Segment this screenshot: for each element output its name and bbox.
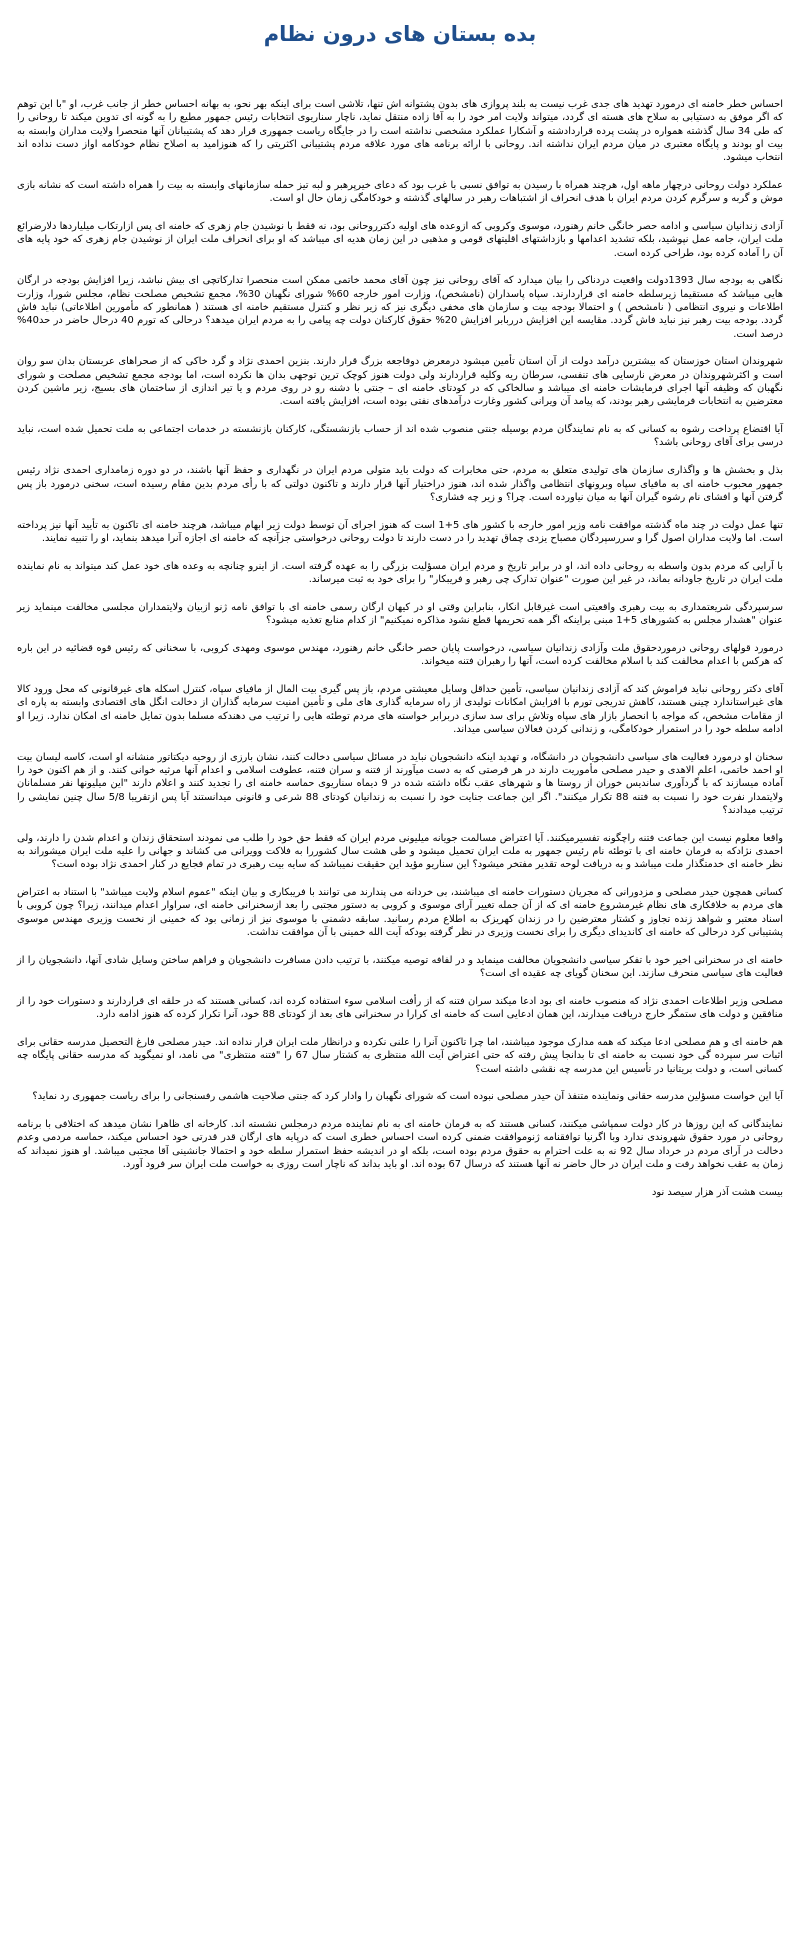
- paragraph: مصلحی وزیر اطلاعات احمدی نژاد که منصوب خامنه ای بود ادعا میکند سران فتنه که از رأفت اسلامی سوء استفاده کرده اند، کسانی هستند که در حلقه ای قراردارند و دستورات خود را از منافقین و دولت های ستمگر خارج دریافت میدارند، این همان ادعایی است که خامنه ای کرارا در سخنرانی های بعد از کودتای 88 خود، آنرا تکرار کرده که هنوز ادامه دارد.: [17, 995, 783, 1021]
- paragraph: عملکرد دولت روحانی درچهار ماهه اول، هرچند همراه با رسیدن به توافق نسبی با غرب بود که دعای خیرپرهبر و لبه تیز حمله سازمانهای وابسته به بیت را همراه داشته است که نشانه بازی موش و گربه و سرگرم کردن مردم ایران با هدف انحراف از اشتباهات رهبر در سالهای گذشته و خودکامگی زمان حال او است.: [17, 179, 783, 205]
- paragraph: بذل و بخشش ها و واگذاری سازمان های تولیدی متعلق به مردم، حتی مخابرات که دولت باید متولی مردم ایران در نگهداری و حفظ آنها باشند، در دو دوره زمامداری احمدی نژاد رئیس جمهور محبوب خامنه ای به مافیای سپاه وبرونهای انتظامی واگذار شده اند، هنوز دراختیار آنها قرار دارند و تاکنون دولتی که با رأی مردم بدین مقام رسیده است، سخنی درمورد باز پس گرفتن آنها و افشای نام رشوه گیران آنها به میان نیاورده است. چرا؟ و زیر چه فشاری؟: [17, 465, 783, 503]
- paragraph: آزادی زندانیان سیاسی و ادامه حصر خانگی خانم رهنورد، موسوی وکروبی که ازوعده های اولیه دکترروحانی بود، نه فقط با نوشیدن جام زهری که خامنه ای پس ازارتکاب میلیاردها دلارضرائع ملت ایران، جامه عمل نپوشید، بلکه تشدید اعدامها و بازداشتهای اقلیتهای قومی و مذهبی در این زمان هدیه ای میباشد که او برای انحراف ملت ایران از نوشیدن جام زهری که خود پایه های آن را آماده کرده بود، طراحی کرده است.: [17, 221, 783, 259]
- paragraph: آیا اقتضاع پرداخت رشوه به کسانی که به نام نمایندگان مردم بوسیله جنتی منصوب شده اند از حساب بازنشستگی، کارکنان بازنشسته در خدمات اجتماعی به ملت تحمیل شده است، نباید درسی برای آقای روحانی باشد؟: [17, 424, 783, 449]
- paragraph: کسانی همچون حیدر مصلحی و مزدورانی که مجریان دستورات خامنه ای میباشند، بی خردانه می پندارند می توانند با فریبکاری و بیان اینکه "عموم اسلام ولایت میباشد" با استناد به اعتراض های مردم به خلافکاری های نظام غیرمشروع خامنه ای که از آن جمله تغییر آرای موسوی و کروبی به دستور مجتبی را بعد ازسخنرانی خامنه ای، سراوار اعدام میدانند، زیرا؟ چون کروبی با اسناد معتبر و شواهد زنده تجاوز و کشتار معترضین را در زندان کهریزک به اطلاع مردم رسانید. سابقه دشمنی با موسوی نیز از زمانی بود که خمینی از نخست وزیری مهندس موسوی پشتیبانی کرد درحالی که خامنه ای کاندیدای دیگری را برای نخست وزیری در نظر گرفته بودکه آیت الله خمینی با آن موافقت نداشت.: [17, 887, 783, 938]
- paragraph: درمورد قولهای روحانی درموردحقوق ملت وآزادی زندانیان سیاسی، درخواست پایان حصر خانگی خانم رهنورد، مهندس موسوی ومهدی کروبی، با سخنانی که رئیس قوه قضائیه در این باره که هرکس با اعدام مخالفت کند با اسلام مخالفت کرده است، آنها را رهبران فتنه میخواند.: [17, 642, 783, 668]
- paragraph: تنها عمل دولت در چند ماه گذشته موافقت نامه وزیر امور خارجه با کشور های 5+1 است که هنوز اجرای آن توسط دولت زیر ابهام میباشد، هرچند خامنه ای تاکنون به تأیید آنها نیز پرداخته است. اما ولایت مداران اصول گرا و سررسپردگان مصباح یزدی چماق تهدید را در دست دارند تا دولت روحانی درخواستی جزآنچه که خامنه ای اجازه آنرا میدهد بنماید، او را تنبیه نمایند.: [17, 519, 783, 544]
- paragraph: با آرایی که مردم بدون واسطه به روحانی داده اند، او در برابر تاریخ و مردم ایران مسؤلیت بزرگی را به عهده گرفته است. از اینرو چنانچه به وعده های خود عمل کند میتواند به نام نماینده ملت ایران در تاریخ جاودانه بماند، در غیر این صورت "عنوان تدارک چی رهبر و فریبکار" را برای خود به ثبت میرساند.: [17, 560, 783, 586]
- article-title: بده بستان های درون نظام: [263, 22, 537, 46]
- paragraph: هم خامنه ای و هم مصلحی ادعا میکند که همه مدارک موجود میباشند، اما چرا تاکنون آنرا را علنی نکرده و درانظار ملت ایران قرار نداده اند. حیدر مصلحی فارغ التحصیل مدرسه حقانی برای اثبات سر سپرده گی خود نسبت به خامنه ای تا بدانجا پیش رفته که حتی اعتراض آیت الله منتظری به کشتار سال 67 را "فتنه منتظری" می نامد، او نمیگوید که مدرسه حقانی پایگاه چه کسانی است، و دولت بریتانیا در تأسیس این مدرسه چه نقشی داشته است؟: [17, 1036, 784, 1075]
- paragraph: احساس خطر خامنه ای درمورد تهدید های جدی غرب نیست به بلند پروازی های بدون پشتوانه اش تنها، تلاشی است برای اینکه بهر نحو، به بهانه احساس خطر از جانب غرب، او "با این توهم که اگر موفق به دستیابی به سلاح های هسته ای گردد، میتواند ولایت امر خود را به آقا زاده منتقل نماید، ناچار سناریوی انتخابات رئیس جمهور مطیع را به گونه ای تدوین میکند تا روحانی را که طی 34 سال گذشته همواره در پشت پرده قراردادشته و آشکارا عملکرد مشخصی نداشته است را در جایگاه ریاست جمهوری قرار دهد که پشتیبانان آنها منحصرا ولایت مداران وابسته به بیت او بودند و پایگاه معتبری در میان مردم ایران نداشته اند. روحانی با ارائه برنامه های مورد علاقه مردم پشتیبانی اکثریتی را که هنوزامید به اصلاح نظام خودکامه اواز دست نداده اند انتخاب میشود.: [17, 99, 783, 164]
- paragraph: واقعا معلوم نیست این جماعت فتنه راچگونه تفسیرمیکنند. آیا اعتراض مسالمت جویانه میلیونی مردم ایران که فقط حق خود را طلب می نمودند استحقاق زندان و اعدام شدن را دارند، ولی احمدی نژادکه به فرمان خامنه ای با توطئه نام رئیس جمهور به ملت ایران تحمیل میشود و طی هشت سال کشوررا به فلاکت وویرانی می کشاند و جهانی را علیه ملت ایران میشوراند به نظر خامنه ای خدمتگذار ملت میباشد و به دریافت لوحه تقدیر مفتخر میشود؟ این سناریو مؤید این حقیقت نمیباشد که سایه بیت رهبری در تمام فجایع در کنار احمدی نژاد بوده است؟: [17, 832, 783, 871]
- paragraph: شهروندان استان خوزستان که بیشترین درآمد دولت از آن استان تأمین میشود درمعرض دوفاجعه بزرگ قرار دارند. بنزین احمدی نژاد و گرد خاکی که از صحراهای عربستان بدان سو روان است و اکثرشهروندان در معرض نارسایی های تنفسی، سرطان ریه وکلیه قراردارند ولی دولت هنوز کوچک ترین توجهی بدان ها نکرده است، اما بودجه مجمع تشخیص مصلحت و شورای نگهبان که وظیفه آنها اجرای فرمایشات خامنه ای میباشد و سالخاکی که در کودتای خامنه ای – جنتی با دشنه رو در روی مردم و یا تیر اندازی از ساختمان های بسیج، زیر ماشین کردن معترضین به انتخابات فرمایشی رهبر بودند، که پیامد آن ویرانی کشور وغارت درآمدهای نفتی بوده است، افزایش یافته است.: [17, 356, 783, 408]
- paragraph: خامنه ای در سخنرانی اخیر خود با تفکر سیاسی دانشجویان مخالفت مینماید و در لفافه توصیه میکنند، با ترتیب دادن مسافرت دانشجویان و فراهم ساختن وسایل شادی آنها، دانشجویان را از فعالیت های سیاسی منحرف سازند. این سخنان گویای چه عقیده ای است؟: [17, 954, 783, 980]
- paragraph: نگاهی به بودجه سال 1393دولت واقعیت دردناکی را بیان میدارد که آقای روحانی نیز چون آقای محمد خاتمی ممکن است منحصرا تدارکاتچی ای بیش نباشد، زیرا افزایش بودجه در ارگان هایی میباشد که مستقیما زیرسلطه خامنه ای قراردارند. سپاه پاسداران (نامشخص)، وزارت امور خارجه 60% شورای نگهبان 30%، مجمع تشخیص مصلحت نظام، مجلس شورا، وزارت اطلاعات و نیروی انتظامی ( نامشخص ) و احتمالا بودجه بیت و سازمان های مخفی دیگری نیز که زیر نظر و کنترل مستقیم خامنه ای هستند ( همانطور که مأمورین اطلاعاتی) نباید فاش گردد. بودجه بیت رهبر نیز نباید فاش گردد. مقایسه این افزایش درربابر افزایش 20% حقوق کارکنان دولت چه پیامی را به مردم ایران میدهد؟ درحالی که تورم 40 درحال حاضر در حد40% درصد است.: [17, 275, 783, 340]
- article-body: [17, 98, 783, 1199]
- paragraph: آقای دکتر روحانی نباید فراموش کند که آزادی زندانیان سیاسی، تأمین حداقل وسایل معیشتی مردم، باز پس گیری بیت المال از مافیای سپاه، کنترل اسکله های غیرقانونی که محل ورود کالا های غیراستاندارد چینی هستند، کاهش تدریجی تورم با افزایش امکانات تولیدی از راه سرمایه گذاری های ملی و تأمین امنیت سرمایه گذاران از دخالت انگل های اقتصادی وابسته به پاره ای از مقامات مشخص، که مواجه با انحصار بازار های سپاه وتلاش برای سد سازی دربرابر خواسته های مردم توطئه هایی را ترتیب می دهندکه مسلما بدون تمایل خامنه ای امکان ندارد. زیرا او ادامه سلطه خود را در استمرار خودکامگی، و زندانی کردن فعالان سیاسی میداند.: [17, 684, 783, 735]
- paragraph: آیا این خواست مسؤلین مدرسه حقانی ونماینده متنفذ آن حیدر مصلحی نبوده است که شورای نگهبان را وادار کرد که جنتی صلاحیت هاشمی رفسنجانی را برای ریاست جمهوری رد نماید؟: [32, 1091, 783, 1103]
- signature-date: بیست هشت آذر هزار سیصد نود: [652, 1186, 783, 1198]
- paragraph: نمایندگانی که این روزها در کار دولت سمپاشی میکنند، کسانی هستند که به فرمان خامنه ای به نام نماینده مردم درمجلس نشسته اند. کارخانه ای ظاهرا نشان میدهد که اختلافی با برنامه روحانی در مورد حقوق شهروندی ندارد وبا اگرنیا توافقنامه ژنوموافقت ضمنی کرده است احساس خطری است که درپایه های ارگان قدر قدرتی خود احساس میکند، حماسه مردمی وعدم دخالت در آرای مردم در خرداد سال 92 نه به علت احترام به حقوق مردم بوده است، بلکه او در اندیشه حفظ استمرار سلطه خود و احتمالا جانشینی آقا مجتبی میباشد. او هنوز نمیداند که زمان به عقب نخواهد رفت و ملت ایران در حال حاضر نه آنها هستند که درسال 67 بوده اند. او باید بداند که ناچار است روزی به خواست ملت ایران سر فرود آورد.: [17, 1119, 784, 1171]
- paragraph: سخنان او درمورد فعالیت های سیاسی دانشجویان در دانشگاه، و تهدید اینکه دانشجویان نباید در مسائل سیاسی دخالت کنند، نشان بارزی از روحیه دیکتاتور منشانه او است، کاسه لیسان بیت او احمد خاتمی، اعلم الاهدی و حیدر مصلحی مأموریت دارند در هر فرصتی که به دست میآورند از فتنه و سران فتنه، عطوفت اسلامی و اعدام آنها مرثیه خوانی کنند. و از هم اکنون خود را آماده میسازند که با گردآوری ساندیس خوران از روستا ها و شهرهای عقب نگاه داشته شده در 9 دیماه سناریوی حماسه خامنه ای را تجدید کنند و اعلام دارند "این میلیونها نفر مسلمانان ولایتمدار نفرت خود را نسبت به فتنه 88 تکرار میکنند". اگر این جماعت جنایت خود را نسبت به زندانیان کودتای 88 شرعی و قانونی میدانستند آیا پس ازتقریبا 5/8 سال چنین نمایشی را ترتیب میدادند؟: [17, 751, 783, 816]
- paragraph: سرسپردگی شریعتمداری به بیت رهبری واقعیتی است غیرقابل انکار، بنابراین وقتی او در کیهان ارگان رسمی خامنه ای با توافق نامه ژنو ازبیان ولایتمداران مجلسی مخالفت مینماید زیر عنوان "هشدار مجلس به کشورهای 5+1 مبنی براینکه اگر همه تحریمها قطع نشود مذاکره نمیکنیم" از کدام منابع تغذیه میشود؟: [17, 601, 783, 627]
- article: [17, 0, 783, 1199]
